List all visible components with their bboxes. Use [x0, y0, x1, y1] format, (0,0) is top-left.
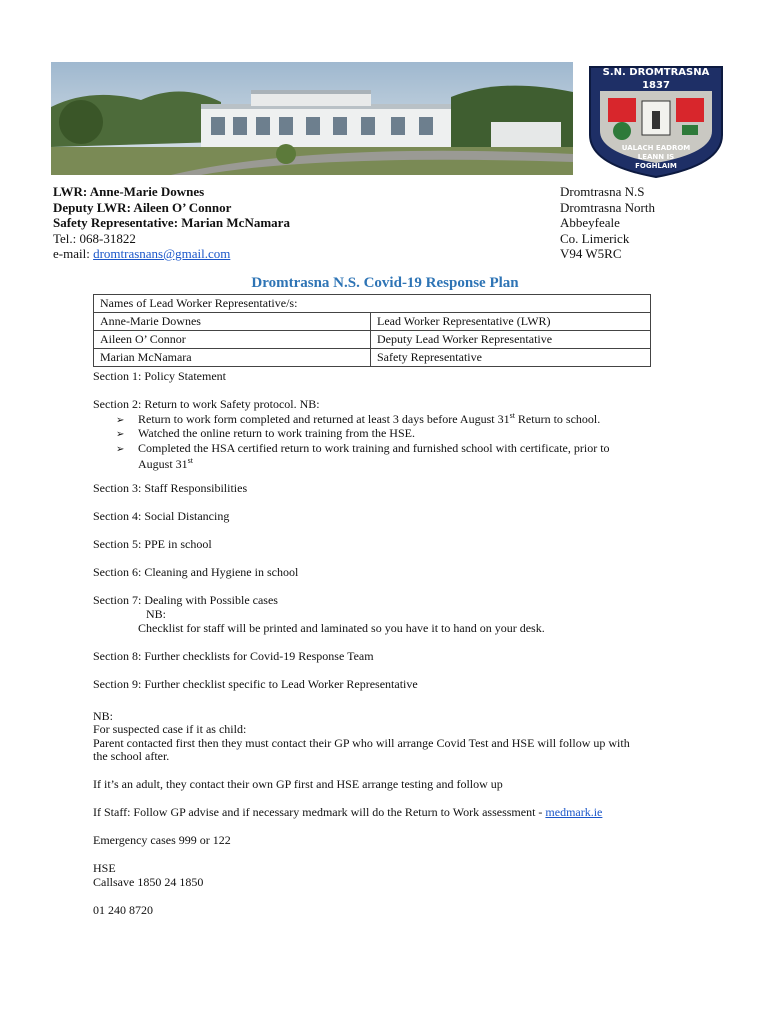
table-row: [94, 313, 651, 331]
address-line-1: Dromtrasna N.S: [560, 184, 645, 199]
table-header-row: [94, 295, 651, 313]
section-9: Section 9: Further checklist specific to Lead Worker Representative: [93, 677, 418, 691]
notes-suspected: For suspected case if it as child:: [93, 722, 247, 736]
notes-hse: HSE: [93, 861, 116, 875]
table-row: [94, 349, 651, 367]
crest-year: 1837: [642, 80, 670, 91]
arrow-bullet-icon: ➢: [116, 415, 125, 426]
section-8: Section 8: Further checklists for Covid-19 Response Team: [93, 649, 374, 663]
section-7-nb: NB:: [146, 607, 167, 621]
notes-phone: 01 240 8720: [93, 903, 153, 917]
school-photo: [51, 62, 573, 175]
deputy-lwr-name: Deputy LWR: Aileen O’ Connor: [53, 200, 232, 215]
section-7-note: Checklist for staff will be printed and laminated so you have it to hand on your desk.: [138, 621, 545, 635]
arrow-bullet-icon: ➢: [116, 444, 125, 455]
rep-role: Safety Representative: [371, 349, 651, 367]
address-line-2: Dromtrasna North: [560, 200, 655, 215]
notes-parent-1: Parent contacted first then they must contact their GP who will arrange Covid Test and HSE will follow up with: [93, 736, 630, 750]
section-1: Section 1: Policy Statement: [93, 369, 226, 383]
section-3: Section 3: Staff Responsibilities: [93, 481, 248, 495]
crest-top-text: S.N. DROMTRASNA: [602, 67, 710, 78]
notes-adult: If it’s an adult, they contact their own GP first and HSE arrange testing and follow up: [93, 777, 503, 791]
table-header: Names of Lead Worker Representative/s:: [94, 295, 651, 313]
email-prefix: e-mail:: [53, 246, 94, 261]
section-6: Section 6: Cleaning and Hygiene in school: [93, 565, 299, 579]
section-2: Section 2: Return to work Safety protocol. NB:: [93, 397, 320, 411]
section-2-bullet-3-cont: August 31st: [138, 456, 194, 471]
rep-role: Lead Worker Representative (LWR): [371, 313, 651, 331]
representatives-table: [93, 294, 651, 367]
section-4: Section 4: Social Distancing: [93, 509, 230, 523]
lwr-name: LWR: Anne-Marie Downes: [53, 184, 205, 199]
address-line-3: Abbeyfeale: [560, 215, 620, 230]
document-title: Dromtrasna N.S. Covid-19 Response Plan: [251, 275, 519, 291]
crest-motto-2: LEANN IS: [637, 153, 675, 161]
section-5: Section 5: PPE in school: [93, 537, 212, 551]
crest-motto-1: UALACH EADROM: [621, 144, 691, 152]
section-7: Section 7: Dealing with Possible cases: [93, 593, 278, 607]
notes-staff: If Staff: Follow GP advise and if necessary medmark will do the Return to Work assessment - medmark.ie: [93, 805, 603, 819]
table-row: [94, 331, 651, 349]
medmark-link[interactable]: medmark.ie: [545, 805, 603, 819]
section-2-bullet-2: ➢ Watched the online return to work training from the HSE.: [116, 426, 415, 440]
rep-name: Marian McNamara: [94, 349, 371, 367]
arrow-bullet-icon: ➢: [116, 429, 125, 440]
notes-nb: NB:: [93, 709, 114, 723]
section-2-bullet-1: ➢ Return to work form completed and returned at least 3 days before August 31st Return to school.: [116, 411, 601, 426]
safety-rep-name: Safety Representative: Marian McNamara: [53, 215, 290, 230]
crest-motto-3: FOGHLAIM: [635, 162, 677, 170]
telephone: Tel.: 068-31822: [53, 231, 136, 246]
rep-name: Anne-Marie Downes: [94, 313, 371, 331]
notes-emergency: Emergency cases 999 or 122: [93, 833, 231, 847]
rep-name: Aileen O’ Connor: [94, 331, 371, 349]
email-line: [53, 246, 230, 262]
email-link[interactable]: dromtrasnans@gmail.com: [93, 246, 231, 261]
rep-role: Deputy Lead Worker Representative: [371, 331, 651, 349]
section-2-bullet-3: ➢ Completed the HSA certified return to work training and furnished school with certificate, prior to: [116, 441, 610, 455]
notes-callsave: Callsave 1850 24 1850: [93, 875, 204, 889]
address-line-4: Co. Limerick: [560, 231, 630, 246]
notes-parent-2: the school after.: [93, 749, 170, 763]
address-line-5: V94 W5RC: [560, 246, 622, 261]
